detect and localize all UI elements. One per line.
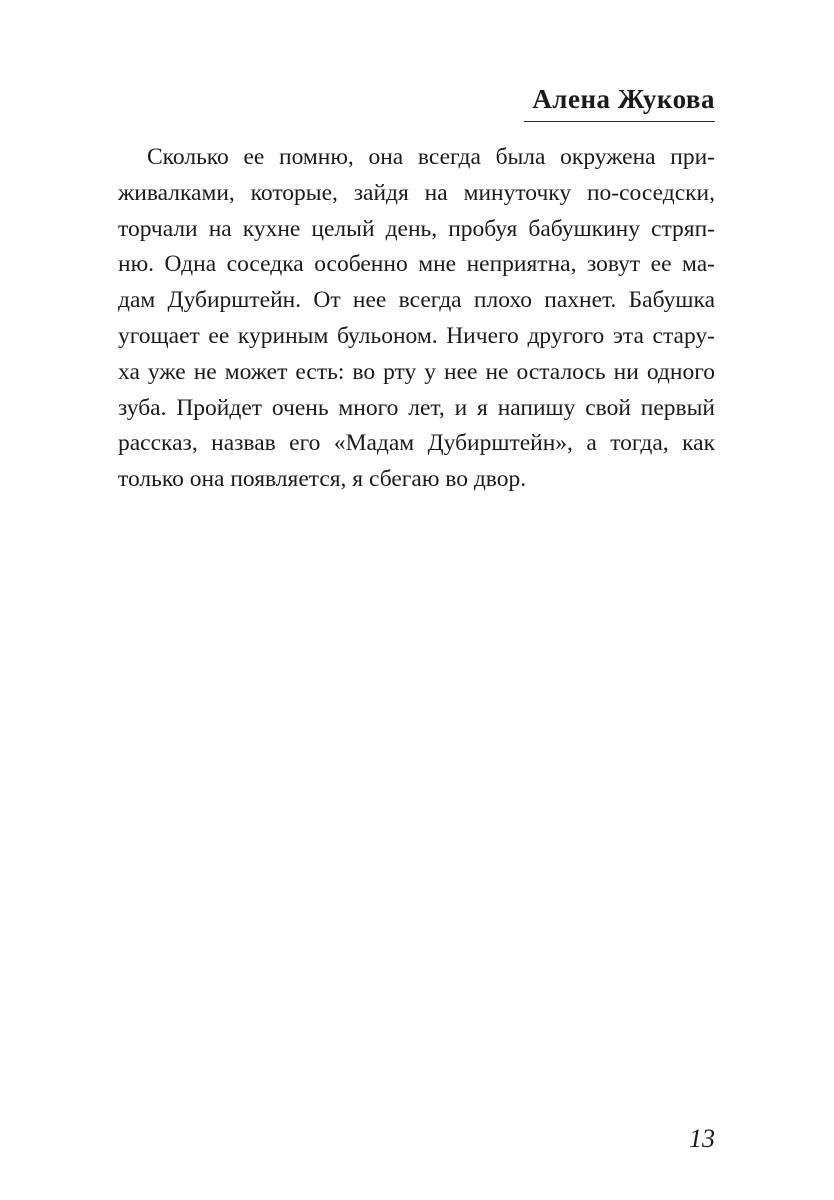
- text-line: дам Дубирштейн. От нее всегда плохо пахнет. Бабушка: [118, 287, 715, 314]
- text-line: ню. Одна соседка особенно мне неприятна, зовут ее ма-: [118, 251, 715, 278]
- text-line: угощает ее куриным бульоном. Ничего другого эта стару-: [118, 322, 715, 349]
- text-line: только она появляется, я сбегаю во двор.: [118, 466, 527, 493]
- running-header-author: Алена Жукова: [524, 84, 715, 122]
- text-line: Сколько ее помню, она всегда была окружена при-: [147, 144, 715, 170]
- text-line: торчали на кухне целый день, пробуя бабушкину стряп-: [118, 215, 715, 242]
- text-line: ха уже не может есть: во рту у нее не осталось ни одного: [118, 358, 715, 385]
- running-header: [120, 84, 715, 122]
- page-number: 13: [689, 1124, 715, 1153]
- text-line: зуба. Пройдет очень много лет, и я напишу свой первый: [118, 394, 715, 421]
- text-line: живалками, которые, зайдя на минуточку по-соседски,: [118, 179, 715, 206]
- body-paragraph: [118, 140, 715, 498]
- text-line: рассказ, назвав его «Мадам Дубирштейн», а тогда, как: [118, 430, 715, 457]
